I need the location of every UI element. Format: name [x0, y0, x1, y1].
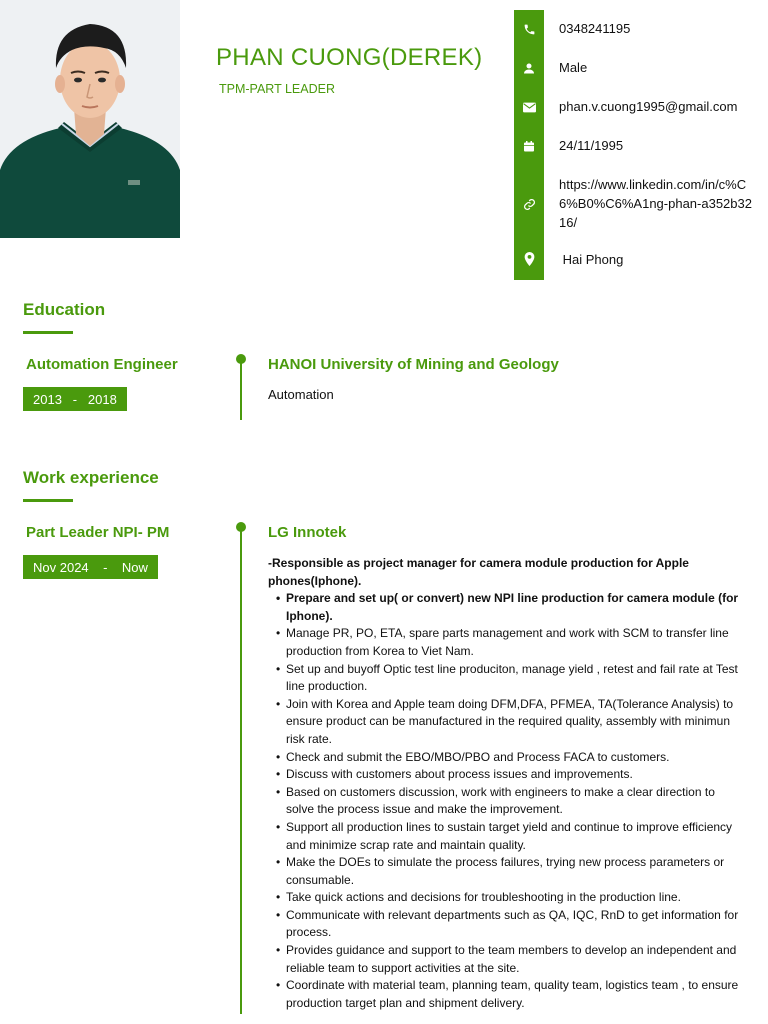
work-description — [268, 555, 746, 1012]
contact-birthday: 24/11/1995 — [559, 138, 624, 153]
work-position: Part Leader NPI- PM — [26, 524, 170, 541]
calendar-icon — [514, 136, 544, 156]
list-item: • Manage PR, PO, ETA, spare parts management and work with SCM to transfer line production from Korea to Viet Nam. — [286, 625, 746, 660]
work-responsibilities — [268, 590, 746, 1012]
education-major: Automation — [268, 387, 334, 402]
profile-photo-image — [0, 0, 180, 238]
education-heading: Education — [23, 300, 106, 319]
person-icon — [514, 58, 544, 78]
education-underline — [23, 331, 73, 334]
profile-photo — [0, 0, 180, 238]
list-item: • Provides guidance and support to the team members to develop an independent and reliable team to support activities at the site. — [286, 942, 746, 977]
list-item: • Based on customers discussion, work with engineers to make a clear direction to solve the process issue and make the improvement. — [286, 784, 746, 819]
work-dates: Nov 2024 - Now — [23, 555, 158, 579]
list-item: • Make the DOEs to simulate the process failures, trying new process parameters or consumable. — [286, 854, 746, 889]
contact-gender: Male — [559, 60, 588, 75]
education-dates: 2013 - 2018 — [23, 387, 127, 411]
contact-email[interactable]: phan.v.cuong1995@gmail.com — [559, 99, 738, 114]
list-item: • Discuss with customers about process issues and improvements. — [286, 766, 746, 784]
work-lead: -Responsible as project manager for camera module production for Apple phones(Iphone). — [268, 556, 689, 588]
contact-linkedin[interactable]: https://www.linkedin.com/in/c%C6%B0%C6%A1ng-phan-a352b3216/ — [559, 177, 752, 230]
timeline-line — [240, 526, 242, 1014]
list-item: • Communicate with relevant departments such as QA, IQC, RnD to get information for process. — [286, 907, 746, 942]
work-heading: Work experience — [23, 468, 159, 487]
contact-location: Hai Phong — [559, 252, 624, 267]
list-item: • Coordinate with material team, planning team, quality team, logistics team , to ensure production target plan and shipment delivery. — [286, 977, 746, 1012]
map-pin-icon — [514, 249, 544, 269]
candidate-role: TPM-PART LEADER — [219, 82, 335, 96]
candidate-name: PHAN CUONG(DEREK) — [216, 44, 483, 71]
list-item: • Check and submit the EBO/MBO/PBO and Process FACA to customers. — [286, 749, 746, 767]
envelope-icon — [514, 97, 544, 117]
education-degree: Automation Engineer — [26, 356, 178, 373]
work-underline — [23, 499, 73, 502]
link-icon — [514, 194, 544, 214]
list-item: • Join with Korea and Apple team doing DFM,DFA, PFMEA, TA(Tolerance Analysis) to ensure product can be manufactured in the required quality, assembly with minimun risk rate. — [286, 696, 746, 749]
list-item: • Prepare and set up( or convert) new NPI line production for camera module (for Iphone). — [286, 590, 746, 625]
list-item: • Support all production lines to sustain target yield and continue to improve efficiency and minimize scrap rate and maintain quality. — [286, 819, 746, 854]
work-company: LG Innotek — [268, 524, 347, 541]
timeline-line — [240, 358, 242, 420]
contact-phone[interactable]: 0348241195 — [559, 21, 631, 36]
education-school: HANOI University of Mining and Geology — [268, 356, 559, 373]
list-item: • Take quick actions and decisions for troubleshooting in the production line. — [286, 889, 746, 907]
list-item: • Set up and buyoff Optic test line produciton, manage yield , retest and fail rate at Test line production. — [286, 661, 746, 696]
phone-icon — [514, 19, 544, 39]
